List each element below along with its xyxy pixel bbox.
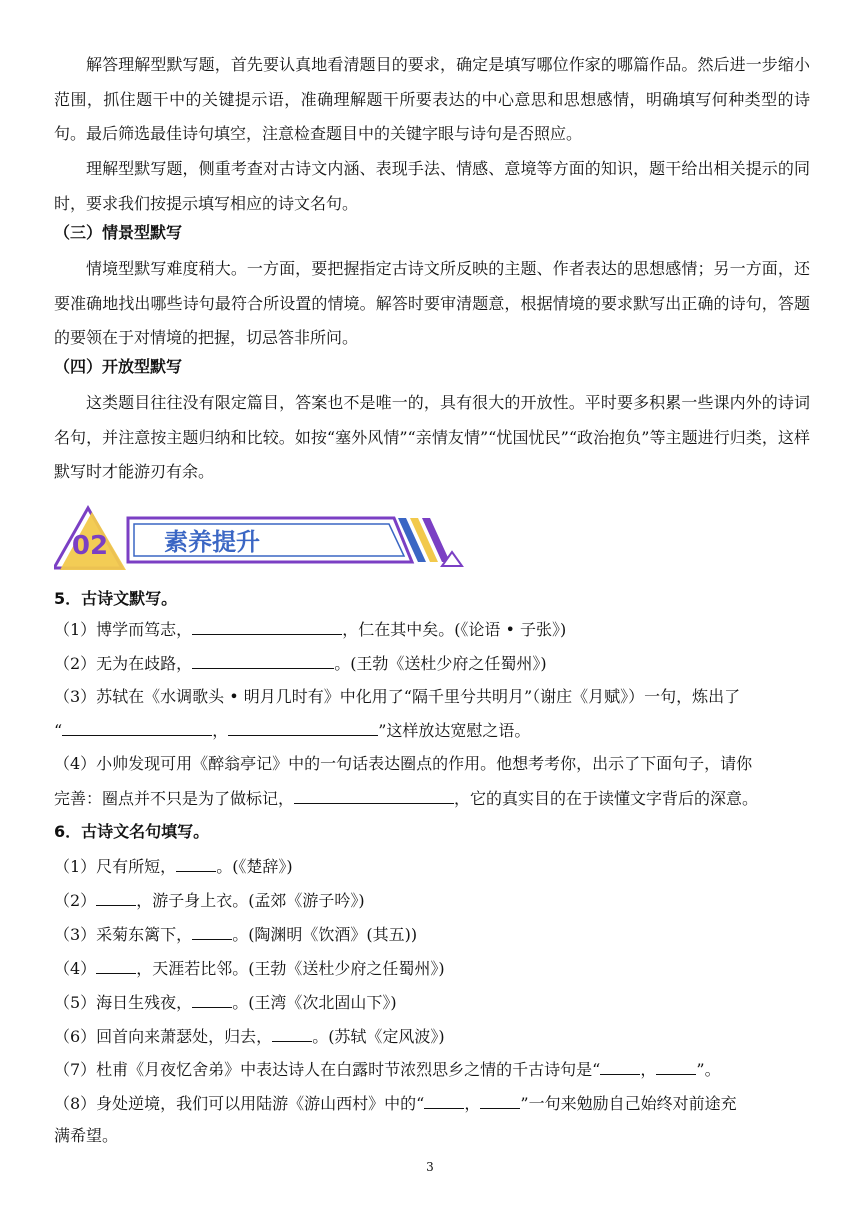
q6-8-blank-2[interactable] [480,1091,520,1109]
q6-5-text-a: （5）海日生残夜， [54,993,193,1012]
q6-7-text-end: ”。 [696,1060,721,1079]
q6-2-text-a: （2） [54,891,97,910]
q5-3-blank-2[interactable] [228,718,378,736]
banner-number: 02 [71,531,109,561]
question-6-item-8-line-1 [54,1091,814,1116]
q5-4-text-b: ，它的真实目的在于读懂文字背后的深意。 [454,789,759,808]
question-6-item-5 [54,990,814,1015]
q6-4-text-a: （4） [54,959,97,978]
q6-2-text-b: ，游子身上衣。(孟郊《游子吟》) [136,891,365,910]
q6-4-blank[interactable] [96,956,136,974]
q6-5-blank[interactable] [192,990,232,1008]
question-5-item-2 [54,651,814,676]
q6-6-text-b: 。(苏轼《定风波》) [312,1027,445,1046]
q6-8-blank-1[interactable] [424,1091,464,1109]
q5-3-text-end: ”这样放达宽慰之语。 [378,721,531,740]
q5-3-open-quote: “ [54,721,63,740]
question-6-item-2 [54,888,814,913]
q6-3-blank[interactable] [192,922,232,940]
question-5-item-1 [54,617,814,642]
question-6-item-4 [54,956,814,981]
paragraph-open: 这类题目往往没有限定篇目，答案也不是唯一的，具有很大的开放性。平时要多积累一些课内外的诗词名句，并注意按主题归纳和比较。如按“塞外风情”“亲情友情”“忧国忧民”“政治抱负”等主题进行归类，这样默写时才能游刃有余。 [54,393,810,481]
q5-1-blank[interactable] [192,617,342,635]
q5-4-text-a: 完善：圈点并不只是为了做标记， [54,789,295,808]
question-5-item-4-line-1: （4）小帅发现可用《醉翁亭记》中的一句话表达圈点的作用。他想考考你，出示了下面句子，请你 [54,754,753,773]
paragraph-understanding-summary: 理解型默写题，侧重考查对古诗文内涵、表现手法、情感、意境等方面的知识，题干给出相关提示的同时，要求我们按提示填写相应的诗文名句。 [54,159,810,213]
q6-8-comma: ， [464,1094,481,1113]
question-6-item-8-line-2: 满希望。 [54,1126,119,1145]
q6-8-text-end: ”一句来勉励自己始终对前途充 [520,1094,737,1113]
question-5-item-3-line-2 [54,718,814,743]
q6-5-text-b: 。(王湾《次北固山下》) [232,993,397,1012]
question-6-item-7 [54,1057,814,1082]
q6-2-blank[interactable] [96,888,136,906]
q6-1-blank[interactable] [176,854,216,872]
q5-1-text-b: ，仁在其中矣。(《论语 • 子张》) [342,620,567,639]
q6-7-comma: ， [640,1060,657,1079]
q5-2-text-a: （2）无为在歧路， [54,654,193,673]
q6-3-text-a: （3）采菊东篱下， [54,925,193,944]
q6-6-text-a: （6）回首向来萧瑟处，归去， [54,1027,273,1046]
question-6-item-1 [54,854,814,879]
question-6-item-3 [54,922,814,947]
q6-7-text-a: （7）杜甫《月夜忆舍弟》中表达诗人在白露时节浓烈思乡之情的千古诗句是“ [54,1060,601,1079]
q5-3-comma: ， [212,721,229,740]
question-6-title: 6．古诗文名句填写。 [54,822,210,841]
q5-2-text-b: 。(王勃《送杜少府之任蜀州》) [334,654,547,673]
q6-6-blank[interactable] [272,1024,312,1042]
q6-4-text-b: ，天涯若比邻。(王勃《送杜少府之任蜀州》) [136,959,445,978]
q6-3-text-b: 。(陶渊明《饮酒》(其五)) [232,925,418,944]
q5-3-blank-1[interactable] [62,718,212,736]
question-6-item-6 [54,1024,814,1049]
q5-4-blank[interactable] [294,786,454,804]
banner-title: 素养提升 [164,528,260,556]
q6-1-text-a: （1）尺有所短， [54,857,177,876]
q6-7-blank-2[interactable] [656,1057,696,1075]
q5-2-blank[interactable] [192,651,334,669]
q6-1-text-b: 。(《楚辞》) [216,857,293,876]
section-banner [54,504,474,574]
heading-open: （四）开放型默写 [54,357,183,376]
paragraph-understanding-method: 解答理解型默写题，首先要认真地看清题目的要求，确定是填写哪位作家的哪篇作品。然后进一步缩小范围，抓住题干中的关键提示语，准确理解题干所要表达的中心意思和思想感情，明确填写何种类型的诗句。最后筛选最佳诗句填空，注意检查题目中的关键字眼与诗句是否照应。 [54,55,810,143]
paragraph-situational: 情境型默写难度稍大。一方面，要把握指定古诗文所反映的主题、作者表达的思想感情；另一方面，还要准确地找出哪些诗句最符合所设置的情境。解答时要审清题意，根据情境的要求默写出正确的诗句，答题的要领在于对情境的把握，切忌答非所问。 [54,259,810,347]
q6-7-blank-1[interactable] [600,1057,640,1075]
page-number: 3 [426,1160,434,1174]
q6-8-text-a: （8）身处逆境，我们可以用陆游《游山西村》中的“ [54,1094,425,1113]
question-5-item-4-line-2 [54,786,814,811]
heading-situational: （三）情景型默写 [54,223,183,242]
q5-1-text-a: （1）博学而笃志， [54,620,193,639]
question-5-title: 5．古诗文默写。 [54,589,178,608]
question-5-item-3-line-1: （3）苏轼在《水调歌头 • 明月几时有》中化用了“隔千里兮共明月”（谢庄《月赋》）一句，炼出了 [54,687,741,706]
